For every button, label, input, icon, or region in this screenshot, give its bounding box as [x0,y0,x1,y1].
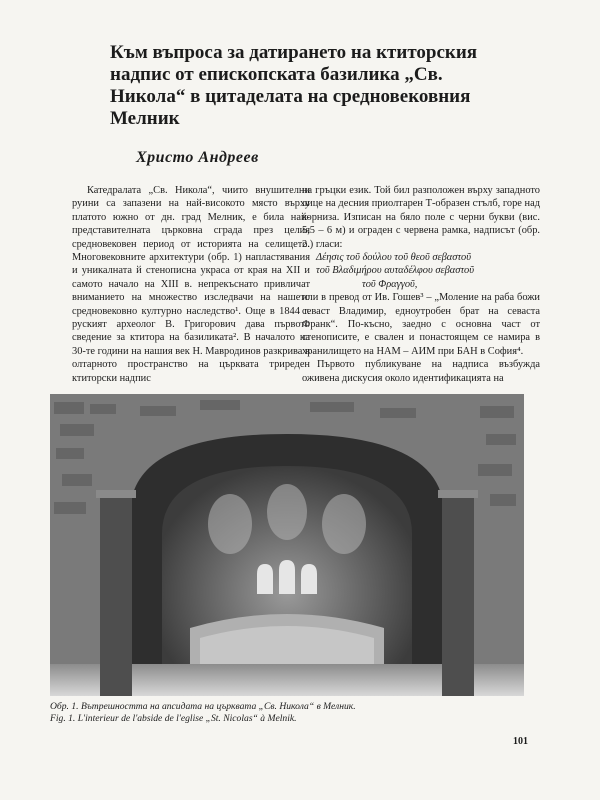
figure-caption [50,701,570,725]
title-line: Никола“ в цитаделата на средновековния [110,86,471,107]
article-title [110,42,530,130]
apse-photograph [50,394,524,696]
right-column [302,184,540,385]
greek-line: τοῦ Βλαδιμήρου αυταδέλφου σεβαστοῦ [316,265,475,277]
greek-inscription [302,251,540,291]
title-line: Мелник [110,108,180,129]
body-paragraph: на гръцки език. Той бил разположен върху западното лице на десния приолтарен Т-образен стълб, горе над корниза. Изписан на бяло поле с черни букви (вис. 5,5 – 6 м) и ограден с червена рамка, надписът (обр. 2.) гласи: [302,185,540,250]
author-name: Христо Андреев [136,149,259,166]
title-line: Към въпроса за датирането на ктиторския [110,42,478,63]
greek-line: Δέησις τοῦ δούλου τοῦ θεοῦ σεβαστοῦ [316,252,472,264]
apse-photo-illustration [50,394,524,696]
greek-line: τοῦ Φραγγοῦ, [362,278,418,290]
left-column [72,184,310,385]
caption-french: Fig. 1. L'interieur de l'abside de l'eglise „St. Nicolas“ à Melnik. [50,713,297,724]
body-paragraph: Първото публикуване на надписа възбужда оживена дискусия около идентификацията на [302,359,540,384]
body-paragraph: или в превод от Ив. Гошев³ – „Моление на раба божи севаст Владимир, едноутробен брат на севаста Франк“. По-късно, заедно с основна част от стенописите, е свален и понастоящем се намира в хранилището на НАМ – АИМ при БАН в София⁴. [302,292,540,357]
page-number: 101 [513,736,528,747]
title-line: надпис от епископската базилика „Св. [110,64,443,85]
caption-bulgarian: Обр. 1. Вътрешността на апсидата на църквата „Св. Никола“ в Мелник. [50,701,356,712]
body-paragraph: Катедралата „Св. Никола“, чиито внушителни руини са запазени на най-високото място върху платото южно от дн. град Мелник, е била най-представителната църковна сграда през целия средновековен период от историята на селището. Многовековните архитектури (обр. 1) напластявания и уникалната й стенописна украса от края на XII и самото начало на XIII в. непрекъснато привличат вниманието на множество изследвачи на нашето средновековно културно наследство¹. Още в 1844 г. руският археолог В. Григорович дава първото сведение за ктитора на базиликата². В началото на 30-те години на нашия век Н. Мавродинов разкрива в олтарното пространство на църквата триреден ктиторски надпис [72,185,310,384]
